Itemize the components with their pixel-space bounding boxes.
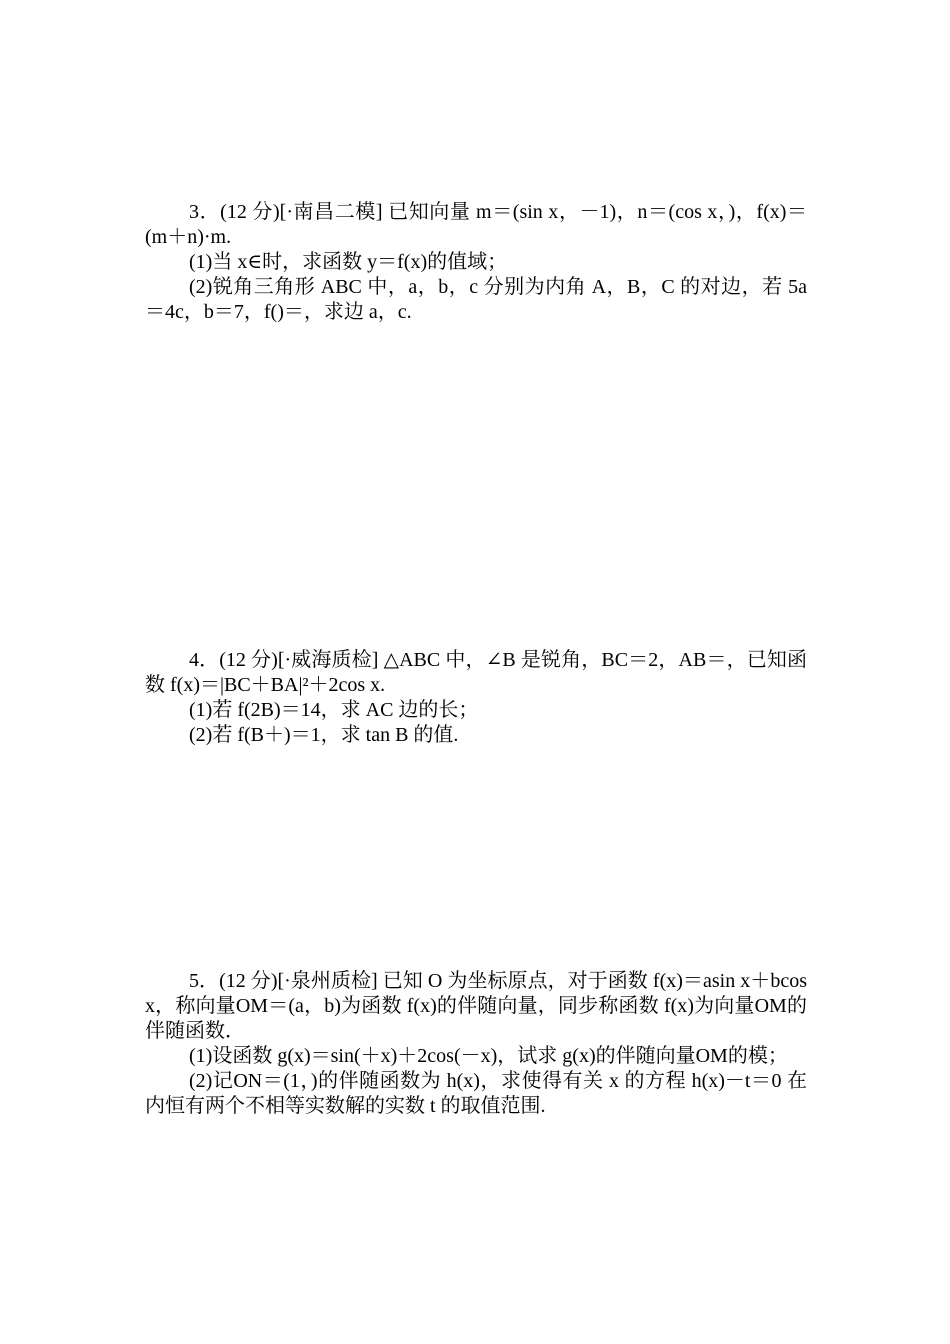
problem-5-part-2: (2)记ON＝(1，)的伴随函数为 h(x)，求使得有关 x 的方程 h(x)－t＝0 在内恒有两个不相等实数解的实数 t 的取值范围. [145,1070,807,1117]
problem-5 [145,969,807,1119]
problem-3-part-2: (2)锐角三角形 ABC 中，a，b，c 分别为内角 A，B，C 的对边，若 5a＝4c，b＝7，f()＝，求边 a，c. [145,276,807,323]
problem-5-statement: 5．(12 分)[·泉州质检] 已知 O 为坐标原点，对于函数 f(x)＝asin x＋bcos x，称向量OM＝(a，b)为函数 f(x)的伴随向量，同步称函数 f(x)为向量OM的伴随函数． [145,970,807,1042]
problem-3 [145,200,807,325]
problem-3-part-1: (1)当 x∈时，求函数 y＝f(x)的值域； [189,251,508,273]
problem-4-statement: 4．(12 分)[·威海质检] △ABC 中，∠B 是锐角，BC＝2，AB＝，已知函数 f(x)＝|BC＋BA|²＋2cos x. [145,649,807,696]
problem-4-part-2: (2)若 f(B＋)＝1，求 tan B 的值. [189,724,459,746]
problem-5-part-1: (1)设函数 g(x)＝sin(＋x)＋2cos(－x)，试求 g(x)的伴随向量OM的模； [189,1045,788,1067]
problem-3-statement: 3．(12 分)[·南昌二模] 已知向量 m＝(sin x，－1)，n＝(cos x，)，f(x)＝(m＋n)·m. [145,201,807,248]
problem-4 [145,648,807,748]
problem-4-part-1: (1)若 f(2B)＝14，求 AC 边的长； [189,699,479,721]
